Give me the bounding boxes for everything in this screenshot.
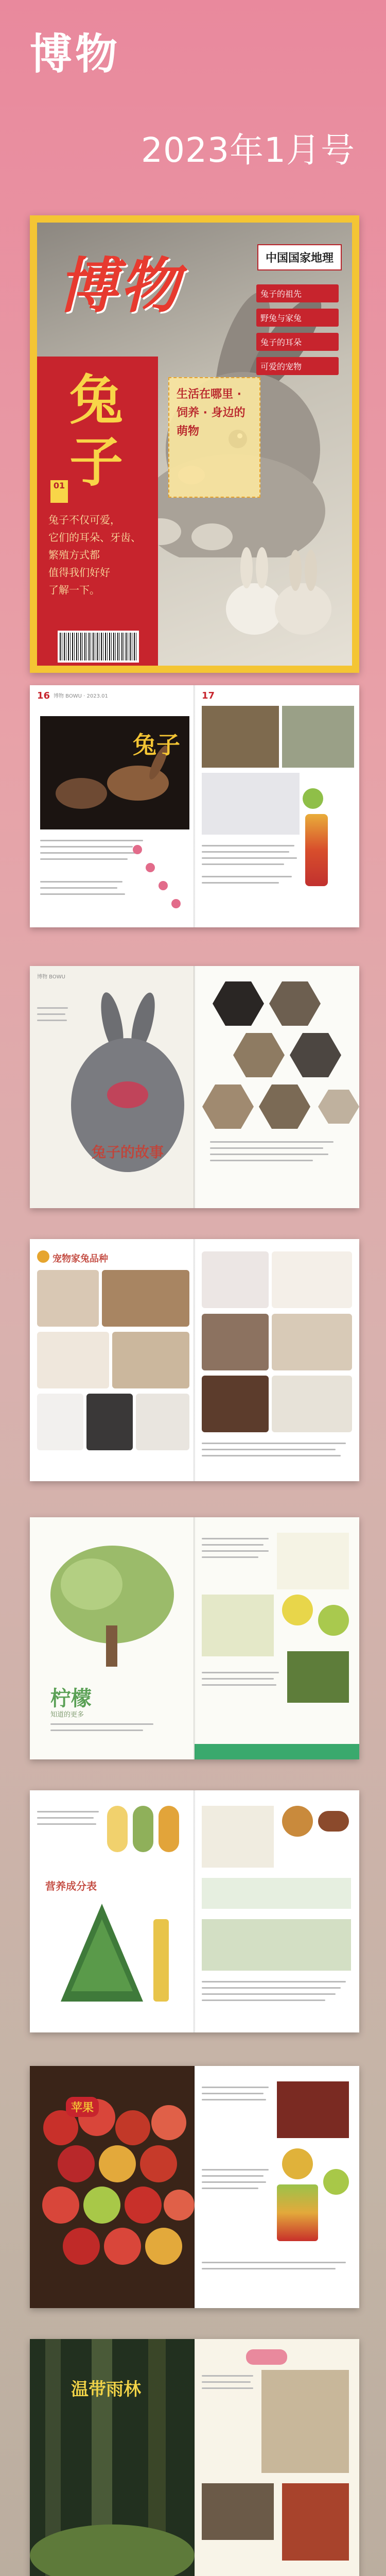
highlight-text: 生活在哪里 · 饲养 · 身边的萌物 xyxy=(177,388,245,438)
spread-rabbit-intro[interactable] xyxy=(30,685,359,927)
cover-line: 值得我们好好 xyxy=(48,566,110,579)
section-tag xyxy=(246,2349,287,2365)
dot-marker xyxy=(133,845,142,854)
cover-line: 它们的耳朵、牙齿、 xyxy=(48,531,141,544)
beetle-graphic xyxy=(318,1811,349,1832)
text-line xyxy=(202,1993,336,1995)
apple-graphic xyxy=(323,2169,349,2195)
spread-rabbit-breeds[interactable] xyxy=(30,1239,359,1481)
text-line xyxy=(37,1013,65,1015)
photo-lemon-flower xyxy=(277,1533,349,1589)
photo-lemon-leaf xyxy=(202,1595,274,1656)
lemon-graphic xyxy=(318,1605,349,1636)
text-line xyxy=(202,882,279,884)
photo-breed xyxy=(272,1251,352,1308)
text-line xyxy=(202,1672,279,1673)
photo-breed xyxy=(136,1394,189,1450)
barcode xyxy=(58,631,139,663)
text-line xyxy=(40,846,133,848)
cover-caption: 可爱的宠物 xyxy=(256,357,339,375)
photo-breed xyxy=(272,1376,352,1432)
page-left xyxy=(30,966,195,1208)
text-line xyxy=(202,857,297,859)
photo-snow-rabbit xyxy=(202,773,300,835)
text-line xyxy=(202,851,289,853)
text-line xyxy=(202,1999,325,2001)
photo-breed xyxy=(102,1270,189,1327)
photo-breed xyxy=(202,1314,269,1370)
text-line xyxy=(40,893,125,895)
cover-artwork xyxy=(37,223,352,666)
text-line xyxy=(40,887,117,889)
issue-label: 2023年1月号 xyxy=(141,130,355,170)
spread-rainforest[interactable] xyxy=(30,2339,359,2576)
dot-marker xyxy=(146,863,155,872)
dot-marker xyxy=(171,899,181,908)
photo-breed xyxy=(37,1270,99,1327)
text-line xyxy=(202,1550,269,1552)
text-line xyxy=(50,1730,143,1731)
text-line xyxy=(210,1154,328,1155)
photo-building xyxy=(282,2483,349,2561)
hexagon-photo-grid xyxy=(195,966,359,1208)
seed-graphic xyxy=(282,1806,313,1837)
photo-portrait xyxy=(202,2483,274,2540)
spread-title: 营养成分表 xyxy=(45,1880,97,1892)
text-line xyxy=(202,2099,266,2100)
spread-title: 柠檬 xyxy=(50,1687,92,1710)
cover-logo: 博物 xyxy=(58,251,181,321)
text-line xyxy=(202,2268,336,2269)
cover-line: 兔子不仅可爱， xyxy=(48,514,120,526)
dot-marker xyxy=(159,881,168,890)
seed-graphic xyxy=(107,1806,128,1852)
page-number: 17 xyxy=(202,690,215,701)
page-right xyxy=(195,1517,359,1759)
text-line xyxy=(40,881,122,883)
magazine-title: 博物 xyxy=(30,30,121,79)
text-line xyxy=(202,1443,346,1444)
cover-line: 了解一下。 xyxy=(48,584,100,596)
lemon-graphic xyxy=(282,1595,313,1625)
page-left xyxy=(30,1239,195,1481)
text-line xyxy=(202,1684,276,1686)
spread-apple[interactable] xyxy=(30,2066,359,2308)
photo-forest-rabbit xyxy=(202,706,279,768)
text-line xyxy=(202,2175,264,2177)
lemon-tree-illustration xyxy=(40,1538,184,1672)
page-footer-band xyxy=(195,1744,359,1759)
page-right xyxy=(195,966,359,1208)
photo-breed xyxy=(37,1332,109,1388)
page-header xyxy=(0,0,386,216)
spread-fold xyxy=(194,966,196,1208)
text-line xyxy=(210,1141,334,1143)
text-line xyxy=(202,2381,251,2383)
spread-fold xyxy=(194,1790,196,2032)
seed-graphic xyxy=(133,1806,153,1852)
photo-apple-knife xyxy=(277,2081,349,2138)
text-line xyxy=(202,1538,269,1539)
small-rabbits-illustration xyxy=(218,532,337,645)
publisher-badge: 中国国家地理 xyxy=(257,244,342,270)
photo-grass xyxy=(282,706,354,768)
spread-fold xyxy=(194,685,196,927)
text-line xyxy=(210,1160,313,1161)
spread-fold xyxy=(194,1517,196,1759)
apple-color-bar xyxy=(277,2184,318,2241)
spread-title: 宠物家兔品种 xyxy=(52,1253,108,1264)
cover-caption: 野兔与家兔 xyxy=(256,309,339,327)
illustration-book-page xyxy=(261,2370,349,2473)
text-line xyxy=(202,2087,269,2088)
issue-mark: 01 xyxy=(50,480,68,503)
page-right xyxy=(195,1239,359,1481)
photo-breed xyxy=(37,1394,83,1450)
text-line xyxy=(40,840,143,841)
text-line xyxy=(202,1544,264,1546)
pine-illustration xyxy=(40,1899,184,2022)
spread-title: 兔子 xyxy=(133,731,180,759)
page-left xyxy=(30,1517,195,1759)
spread-title: 温带雨林 xyxy=(71,2379,141,2400)
text-line xyxy=(202,2169,269,2171)
page-left xyxy=(30,2066,195,2308)
spread-fold xyxy=(194,2339,196,2576)
spread-title: 兔子的故事 xyxy=(92,1144,164,1161)
text-line xyxy=(202,2387,253,2389)
spread-plants[interactable] xyxy=(30,1790,359,2032)
photo-lemon-branch xyxy=(287,1651,349,1703)
text-line xyxy=(202,1981,346,1982)
spread-subtitle: 知道的更多 xyxy=(50,1711,84,1719)
page-right xyxy=(195,2066,359,2308)
page-right xyxy=(195,1790,359,2032)
text-line xyxy=(202,2093,264,2094)
text-line xyxy=(202,1556,258,1558)
text-line xyxy=(37,1811,99,1812)
page-right xyxy=(195,685,359,927)
spread-title: 苹果 xyxy=(66,2097,99,2117)
cover-caption: 兔子的祖先 xyxy=(256,284,339,302)
text-line xyxy=(40,852,138,854)
rainforest-photo xyxy=(30,2339,195,2576)
page-left xyxy=(30,1790,195,2032)
running-header: 博物 BOWU xyxy=(37,974,65,980)
text-line xyxy=(202,1678,274,1680)
cover-captions xyxy=(256,284,339,381)
butterfly-row xyxy=(202,1878,351,1909)
cover-caption: 兔子的耳朵 xyxy=(256,333,339,351)
text-line xyxy=(202,2181,266,2183)
spread-lemon[interactable] xyxy=(30,1517,359,1759)
spread-fold xyxy=(194,2066,196,2308)
text-line xyxy=(40,858,128,860)
apple-graphic xyxy=(303,788,323,809)
page-left xyxy=(30,685,195,927)
page-number: 16 xyxy=(37,690,50,701)
text-line xyxy=(202,1987,341,1989)
photo-breed xyxy=(272,1314,352,1370)
page-left xyxy=(30,2339,195,2576)
section-icon xyxy=(37,1250,49,1263)
cover-side-text xyxy=(48,511,151,599)
spread-rabbit-story[interactable] xyxy=(30,966,359,1208)
seed-graphic xyxy=(159,1806,179,1852)
text-line xyxy=(202,876,292,877)
text-line xyxy=(37,1823,96,1825)
apple-graphic xyxy=(282,2148,313,2179)
color-bar xyxy=(305,814,328,886)
page-right xyxy=(195,2339,359,2576)
text-line xyxy=(202,2188,258,2189)
photo-leaf-branch xyxy=(202,1919,351,1971)
text-line xyxy=(37,1007,68,1009)
text-line xyxy=(202,2262,346,2263)
magazine-cover[interactable] xyxy=(30,215,359,673)
cover-highlight-box xyxy=(168,377,260,498)
photo-specimen xyxy=(202,1806,274,1868)
photo-breed xyxy=(112,1332,189,1388)
apple-basket-photo xyxy=(30,2066,195,2308)
photo-breed xyxy=(202,1376,269,1432)
text-line xyxy=(37,1020,67,1021)
text-line xyxy=(37,1817,94,1819)
running-header: 博物 BOWU · 2023.01 xyxy=(54,693,108,699)
cover-topic: 兔子 xyxy=(69,369,123,494)
text-line xyxy=(202,845,294,846)
text-line xyxy=(202,1455,341,1456)
text-line xyxy=(202,1449,336,1450)
photo-breed xyxy=(86,1394,133,1450)
spread-fold xyxy=(194,1239,196,1481)
text-line xyxy=(202,863,284,865)
text-line xyxy=(202,2375,253,2377)
text-line xyxy=(210,1147,323,1149)
photo-breed xyxy=(202,1251,269,1308)
text-line xyxy=(50,1723,153,1725)
cover-line: 繁殖方式都 xyxy=(48,549,100,561)
